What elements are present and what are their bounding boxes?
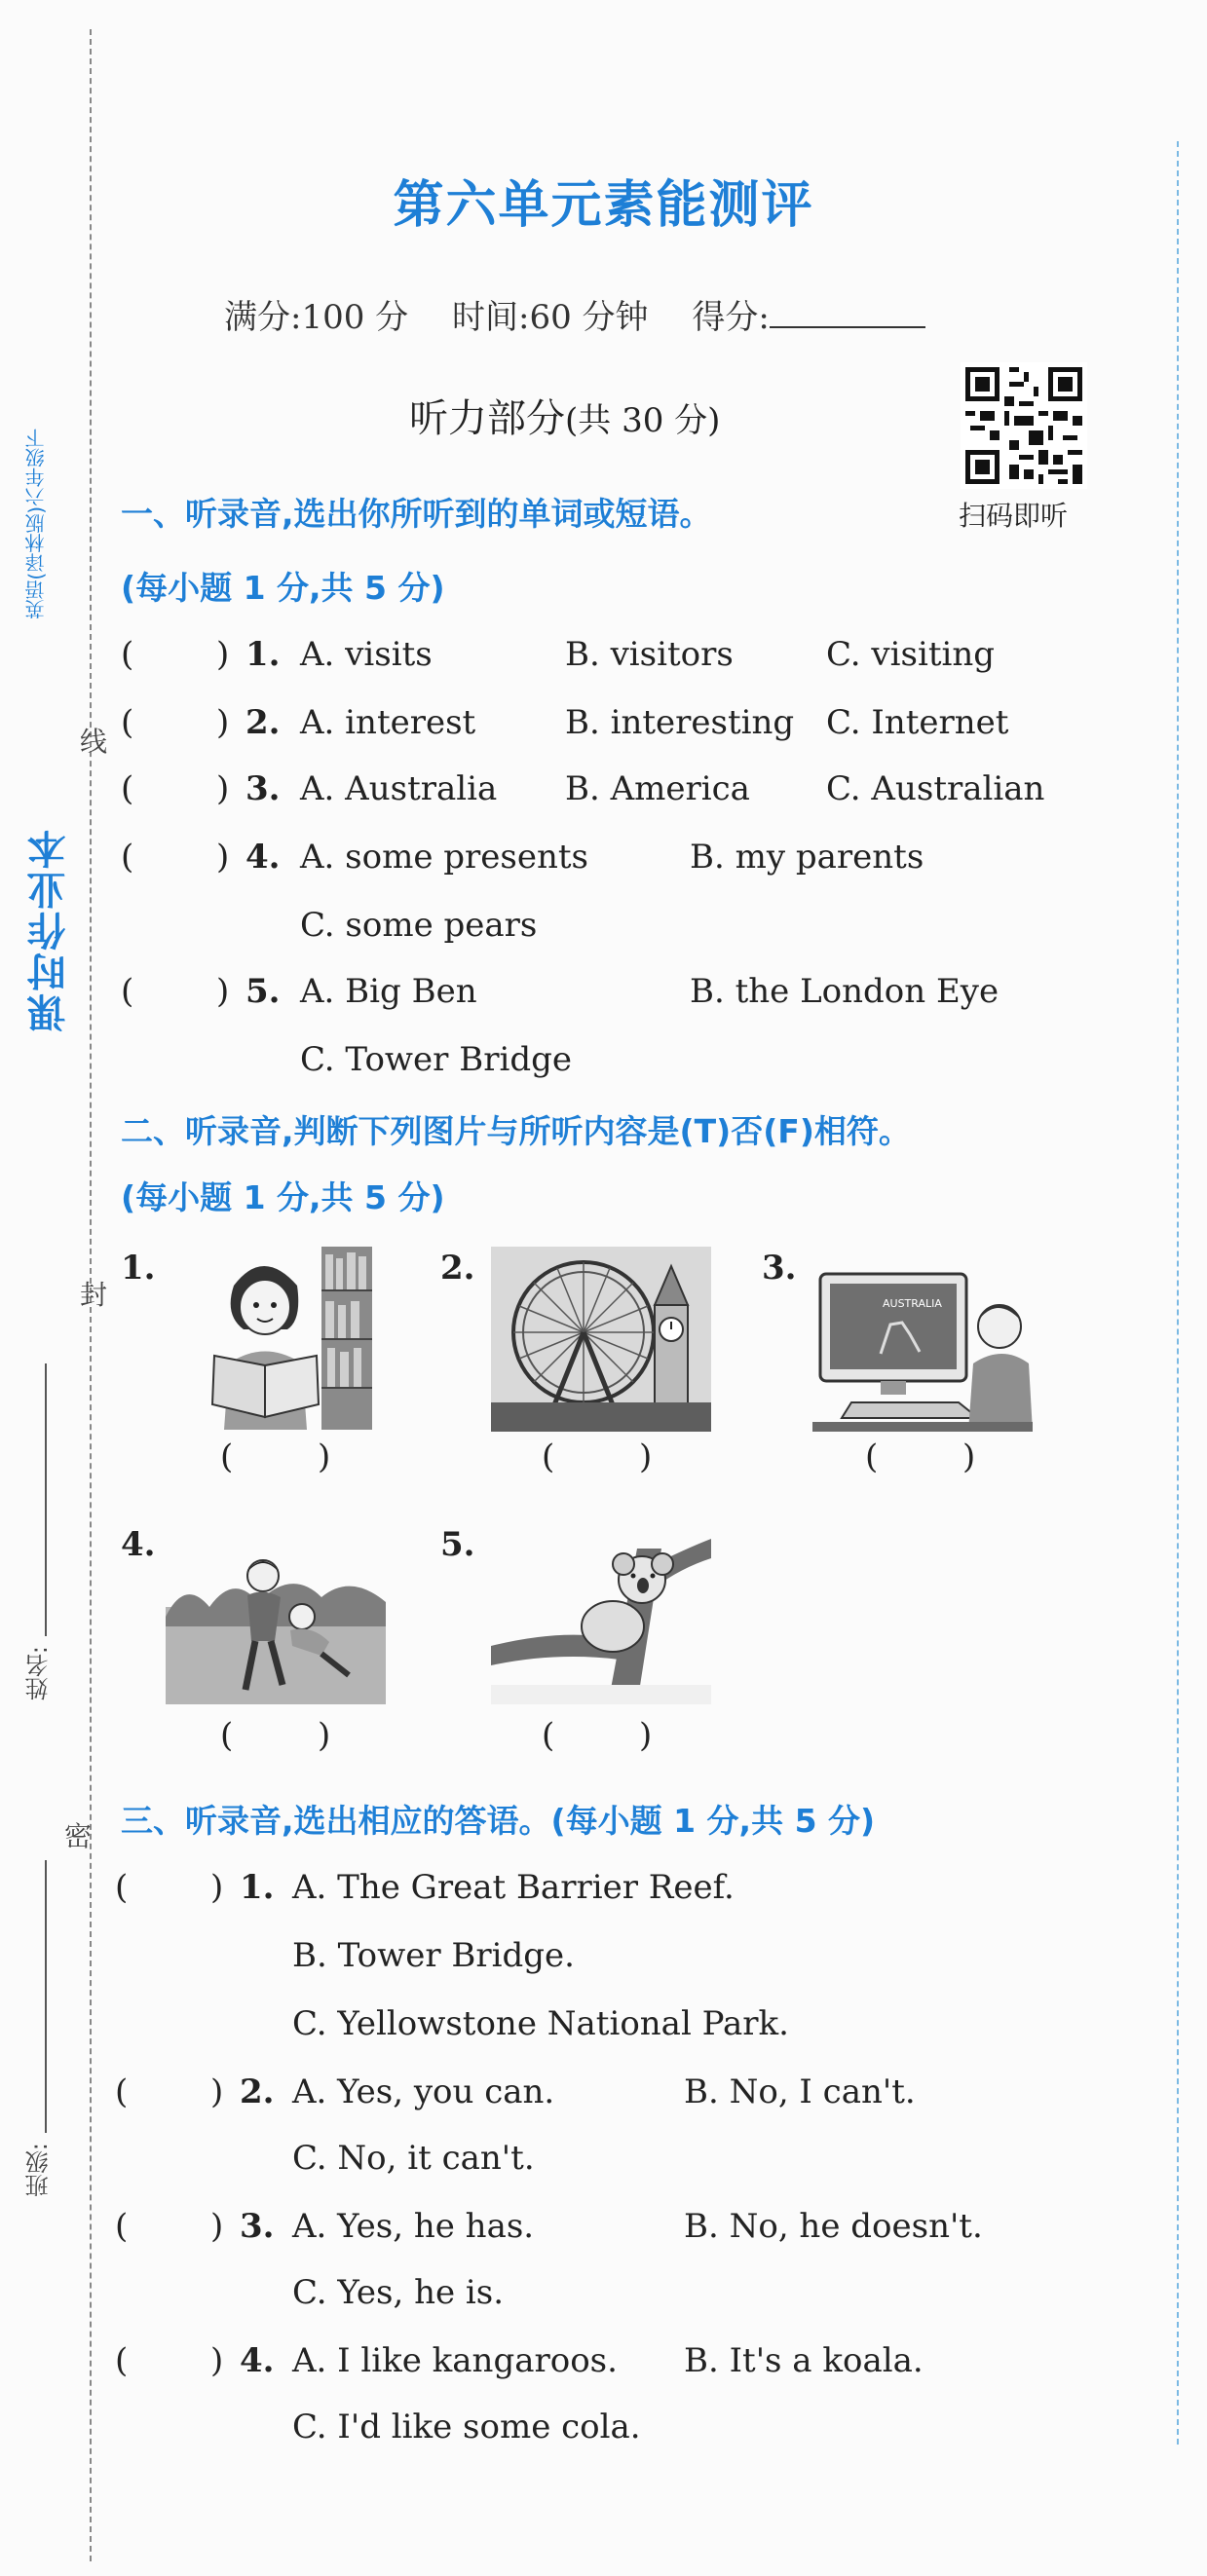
answer-blank[interactable] xyxy=(136,635,214,674)
answer-paren-close: ) xyxy=(639,1437,653,1476)
answer-paren-open: ( xyxy=(115,1868,129,1907)
answer-paren-open: ( xyxy=(121,838,134,877)
answer-paren-open: ( xyxy=(220,1716,234,1755)
margin-brand: 课时作业本 xyxy=(27,828,72,1032)
question-number: 2. xyxy=(240,2072,275,2111)
option-c: C. Australian xyxy=(826,769,1045,808)
answer-blank[interactable] xyxy=(136,703,214,742)
option-b: B. Tower Bridge. xyxy=(292,1936,575,1975)
answer-blank[interactable] xyxy=(131,1868,208,1907)
qr-code-icon[interactable] xyxy=(961,362,1087,489)
boy-computer-illustration xyxy=(812,1266,1033,1432)
option-b: B. the London Eye xyxy=(690,972,1000,1011)
option-a: A. The Great Barrier Reef. xyxy=(292,1868,735,1907)
question-number: 5. xyxy=(245,972,281,1011)
full-score: 满分:100 分 xyxy=(224,298,409,337)
option-a: A. I like kangaroos. xyxy=(292,2341,618,2380)
time-limit: 时间:60 分钟 xyxy=(451,298,649,337)
option-a: A. visits xyxy=(300,635,433,674)
option-a: A. Australia xyxy=(300,769,498,808)
question-number: 2. xyxy=(245,703,281,742)
answer-paren-open: ( xyxy=(220,1437,234,1476)
answer-blank[interactable] xyxy=(136,769,214,808)
qr-caption: 扫码即听 xyxy=(959,500,1069,532)
answer-paren-open: ( xyxy=(121,703,134,742)
name-field-label: 姓名: xyxy=(25,1646,53,1701)
answer-paren-close: ) xyxy=(962,1437,976,1476)
option-b: B. America xyxy=(565,769,750,808)
seal-char-line: 线 xyxy=(80,726,108,758)
option-c: C. Yellowstone National Park. xyxy=(292,2004,789,2043)
koala-illustration xyxy=(491,1529,711,1704)
answer-paren-open: ( xyxy=(121,769,134,808)
answer-paren-open: ( xyxy=(542,1437,555,1476)
option-c: C. Yes, he is. xyxy=(292,2273,505,2312)
answer-paren-close: ) xyxy=(216,972,230,1011)
section2-title: 二、听录音,判断下列图片与所听内容是(T)否(F)相符。 xyxy=(121,1112,911,1150)
question-number: 3. xyxy=(245,769,281,808)
picture-number: 3. xyxy=(762,1249,797,1288)
section2-subtitle: (每小题 1 分,共 5 分) xyxy=(121,1178,445,1216)
answer-paren-close: ) xyxy=(318,1716,331,1755)
option-c: C. Internet xyxy=(826,703,1009,742)
answer-paren-open: ( xyxy=(115,2341,129,2380)
picture-number: 1. xyxy=(121,1249,156,1288)
seal-char-secret: 密 xyxy=(64,1820,93,1852)
answer-paren-close: ) xyxy=(639,1716,653,1755)
answer-blank[interactable] xyxy=(131,2072,208,2111)
option-a: A. some presents xyxy=(300,838,588,877)
option-c: C. visiting xyxy=(826,635,996,674)
margin-brand-subtitle: 英语(译林版)六年级下 xyxy=(24,429,48,619)
answer-blank[interactable] xyxy=(136,972,214,1011)
name-blank-line xyxy=(45,1363,47,1636)
listening-title-text: 听力部分 xyxy=(409,396,565,441)
answer-paren-close: ) xyxy=(216,838,230,877)
option-b: B. No, he doesn't. xyxy=(684,2207,983,2246)
question-number: 4. xyxy=(245,838,281,877)
score-label: 得分: xyxy=(692,298,770,337)
option-a: A. interest xyxy=(300,703,476,742)
option-c: C. some pears xyxy=(300,906,538,945)
option-b: B. interesting xyxy=(565,703,795,742)
option-a: A. Big Ben xyxy=(300,972,477,1011)
london-eye-big-ben-illustration xyxy=(491,1247,711,1432)
answer-paren-close: ) xyxy=(216,769,230,808)
option-c: C. I'd like some cola. xyxy=(292,2408,641,2446)
monitor-screen-text: AUSTRALIA xyxy=(883,1297,942,1310)
answer-blank[interactable] xyxy=(136,838,214,877)
kids-running-illustration xyxy=(166,1549,386,1704)
answer-paren-close: ) xyxy=(216,635,230,674)
option-b: B. No, I can't. xyxy=(684,2072,916,2111)
picture-number: 5. xyxy=(440,1525,475,1564)
option-a: A. Yes, you can. xyxy=(292,2072,555,2111)
page-title: 第六单元素能测评 xyxy=(393,176,814,235)
class-blank-line xyxy=(45,1860,47,2133)
answer-paren-close: ) xyxy=(210,2341,224,2380)
answer-paren-open: ( xyxy=(121,635,134,674)
section1-subtitle: (每小题 1 分,共 5 分) xyxy=(121,569,445,607)
answer-paren-open: ( xyxy=(115,2072,129,2111)
listening-points: (共 30 分) xyxy=(565,401,721,440)
answer-paren-open: ( xyxy=(865,1437,879,1476)
answer-paren-close: ) xyxy=(216,703,230,742)
answer-paren-close: ) xyxy=(318,1437,331,1476)
score-meta xyxy=(224,290,959,338)
answer-paren-close: ) xyxy=(210,2207,224,2246)
option-c: C. Tower Bridge xyxy=(300,1040,572,1079)
listening-part-title xyxy=(409,388,720,443)
option-b: B. visitors xyxy=(565,635,734,674)
girl-reading-illustration xyxy=(195,1247,372,1430)
right-border-dash-line xyxy=(1177,141,1179,2445)
question-number: 1. xyxy=(240,1868,275,1907)
option-c: C. No, it can't. xyxy=(292,2139,535,2178)
picture-number: 4. xyxy=(121,1525,156,1564)
option-b: B. my parents xyxy=(690,838,924,877)
class-field-label: 班级: xyxy=(25,2143,53,2198)
answer-paren-close: ) xyxy=(210,2072,224,2111)
answer-paren-open: ( xyxy=(115,2207,129,2246)
option-b: B. It's a koala. xyxy=(684,2341,924,2380)
section1-title: 一、听录音,选出你所听到的单词或短语。 xyxy=(121,495,712,533)
answer-blank[interactable] xyxy=(131,2207,208,2246)
question-number: 3. xyxy=(240,2207,275,2246)
score-blank[interactable] xyxy=(770,301,925,328)
answer-paren-open: ( xyxy=(542,1716,555,1755)
question-number: 4. xyxy=(240,2341,275,2380)
picture-number: 2. xyxy=(440,1249,475,1288)
option-a: A. Yes, he has. xyxy=(292,2207,535,2246)
question-number: 1. xyxy=(245,635,281,674)
answer-blank[interactable] xyxy=(131,2341,208,2380)
seal-char-seal: 封 xyxy=(80,1279,108,1311)
answer-paren-open: ( xyxy=(121,972,134,1011)
answer-paren-close: ) xyxy=(210,1868,224,1907)
section3-title: 三、听录音,选出相应的答语。(每小题 1 分,共 5 分) xyxy=(121,1802,876,1840)
